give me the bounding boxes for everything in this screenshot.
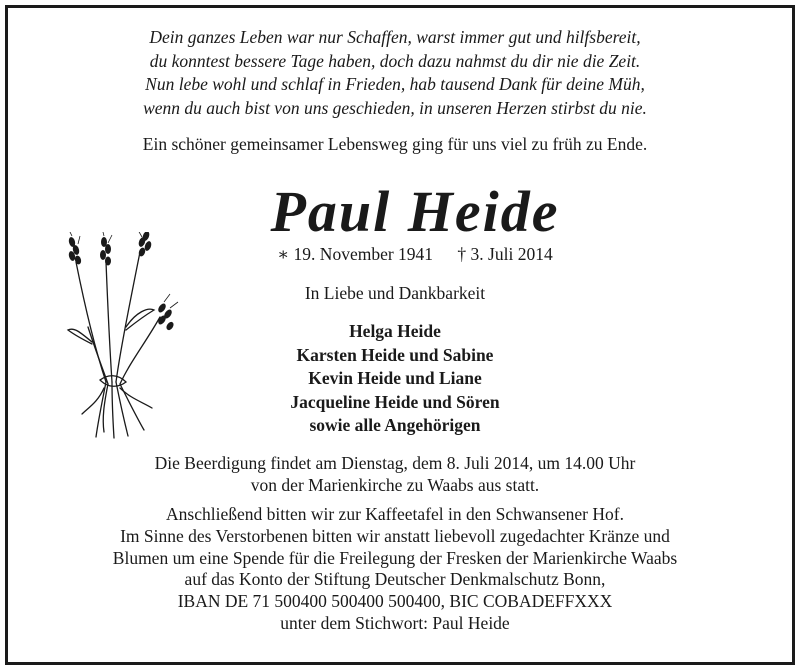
poem-line: Nun lebe wohl und schlaf in Frieden, hab tausend Dank für deine Müh, [145,74,645,94]
family-member: Kevin Heide und Liane [308,368,482,388]
family-member: Jacqueline Heide und Sören [290,391,500,412]
donation-line: Im Sinne des Verstorbenen bitten wir anstatt liebevoll zugedachter Kränze und [120,525,670,546]
family-member: Helga Heide [349,321,441,341]
deceased-name: Paul Heide [270,179,560,244]
poem-line: Dein ganzes Leben war nur Schaffen, warst immer gut und hilfsbereit, [149,27,641,47]
donation-info [0,504,790,635]
birth-date: ∗ 19. November 1941 [277,244,434,264]
family-member: Karsten Heide und Sabine [296,344,494,365]
donation-line: unter dem Stichwort: Paul Heide [280,612,510,633]
donation-line: Anschließend bitten wir zur Kaffeetafel in den Schwansener Hof. [166,504,624,524]
dedication: In Liebe und Dankbarkeit [304,283,486,303]
funeral-info [0,453,790,497]
poem [0,26,790,120]
donation-line: auf das Konto der Stiftung Deutscher Denkmalschutz Bonn, [184,569,606,590]
family-member: sowie alle Angehörigen [309,415,481,435]
poem-line: du konntest bessere Tage haben, doch dazu nahmst du dir nie die Zeit. [149,50,641,71]
death-date: † 3. Juli 2014 [457,244,553,264]
poem-line: wenn du auch bist von uns geschieden, in unseren Herzen stirbst du nie. [143,97,647,118]
funeral-line: Die Beerdigung findet am Dienstag, dem 8. Juli 2014, um 14.00 Uhr [154,453,636,473]
family-list [0,320,790,438]
donation-line: IBAN DE 71 500400 500400 500400, BIC COBADEFFXXX [177,591,613,612]
funeral-line: von der Marienkirche zu Waabs aus statt. [250,474,540,495]
donation-line: Blumen um eine Spende für die Freilegung der Fresken der Marienkirche Waabs [112,547,678,568]
life-dates [180,244,650,265]
intro-text: Ein schöner gemeinsamer Lebensweg ging für uns viel zu früh zu Ende. [142,134,648,154]
